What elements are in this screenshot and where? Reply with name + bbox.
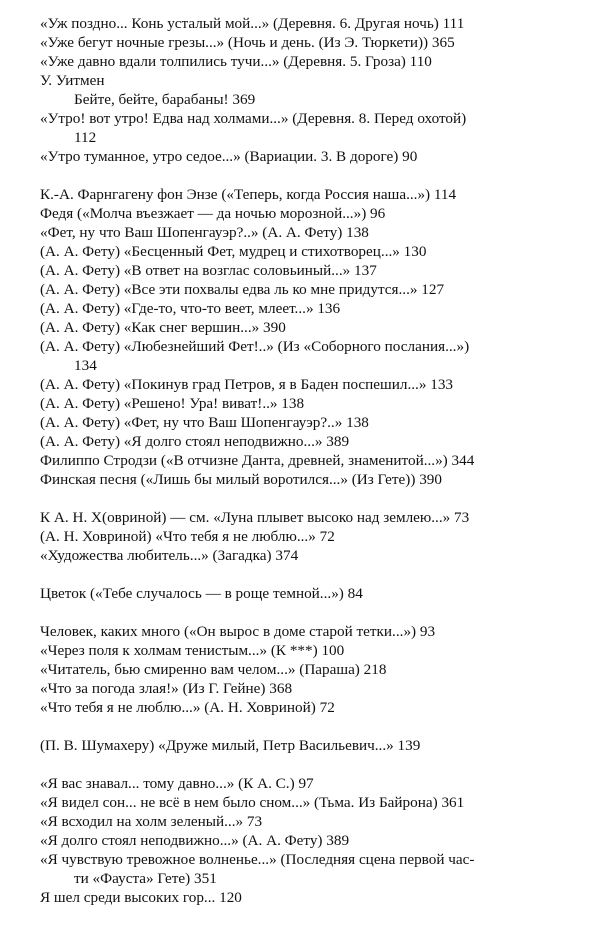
group-spacer [40,603,570,622]
index-entry: (А. А. Фету) «Решено! Ура! виват!..» 138 [40,395,305,412]
index-entry: Человек, каких много («Он вырос в доме старой тетки...») 93 [40,623,436,640]
index-entry: (А. А. Фету) «Где-то, что-то веет, млеет...» 136 [40,300,341,317]
group-spacer [40,489,570,508]
index-entry: Я шел среди высоких гор... 120 [40,889,242,906]
group-spacer [40,565,570,584]
index-entry: «Утро туманное, утро седое...» (Вариации. 3. В дороге) 90 [40,148,418,165]
group-spacer [40,717,570,736]
index-group [40,736,570,755]
index-entry-continuation: ти «Фауста» Гете) 351 [74,870,217,887]
index-entry: «Художества любитель...» (Загадка) 374 [40,547,299,564]
index-entry: «Я чувствую тревожное волненье...» (Последняя сцена первой час- [40,851,475,868]
index-group [40,508,570,565]
index-group [40,622,570,717]
index-entry: (А. А. Фету) «В ответ на возглас соловьиный...» 137 [40,262,377,279]
group-spacer [40,755,570,774]
index-entry: К А. Н. Х(овриной) — см. «Луна плывет высоко над землею...» 73 [40,509,470,526]
index-entry: Федя («Молча въезжает — да ночью морозной...») 96 [40,205,386,222]
group-spacer [40,166,570,185]
index-entry: Цветок («Тебе случалось — в роще темной...») 84 [40,585,363,602]
index-entry: «Читатель, бью смиренно вам челом...» (Параша) 218 [40,661,387,678]
index-entry: (А. Н. Ховриной) «Что тебя я не люблю...» 72 [40,528,335,545]
index-entry: «Я всходил на холм зеленый...» 73 [40,813,263,830]
index-entry: Финская песня («Лишь бы милый воротился...» (Из Гете)) 390 [40,471,442,488]
index-entry: «Я видел сон... не всё в нем было сном...» (Тьма. Из Байрона) 361 [40,794,465,811]
index-entry: «Что за погода злая!» (Из Г. Гейне) 368 [40,680,293,697]
index-entry: Филиппо Стродзи («В отчизне Данта, древней, знаменитой...») 344 [40,452,475,469]
index-entry: «Уже бегут ночные грезы...» (Ночь и день. (Из Э. Тюркети)) 365 [40,34,455,51]
index-entry: (П. В. Шумахеру) «Друже милый, Петр Васильевич...» 139 [40,737,421,754]
index-entry: «Утро! вот утро! Едва над холмами...» (Деревня. 8. Перед охотой) [40,110,467,127]
index-entry: «Я долго стоял неподвижно...» (А. А. Фету) 389 [40,832,350,849]
index-group [40,774,570,907]
index-group [40,14,570,166]
index-entry: (А. А. Фету) «Я долго стоял неподвижно...» 389 [40,433,350,450]
index-entry: «Фет, ну что Ваш Шопенгауэр?..» (А. А. Фету) 138 [40,224,369,241]
index-entry: «Через поля к холмам тенистым...» (К ***) 100 [40,642,345,659]
index-entry: «Уже давно вдали толпились тучи...» (Деревня. 5. Гроза) 110 [40,53,432,70]
index-group [40,185,570,489]
index-entry: «Я вас знавал... тому давно...» (К А. С.) 97 [40,775,314,792]
index-entry: (А. А. Фету) «Фет, ну что Ваш Шопенгауэр?..» 138 [40,414,369,431]
index-entry: (А. А. Фету) «Все эти похвалы едва ль ко мне придутся...» 127 [40,281,445,298]
index-entry-continuation: 134 [74,357,97,374]
index-entry: (А. А. Фету) «Как снег вершин...» 390 [40,319,286,336]
index-entry: (А. А. Фету) «Любезнейший Фет!..» (Из «Соборного послания...») [40,338,470,355]
index-entry-continuation: Бейте, бейте, барабаны! 369 [74,91,256,108]
index-entry: «Уж поздно... Конь усталый мой...» (Деревня. 6. Другая ночь) 111 [40,15,465,32]
index-group [40,584,570,603]
index-entry-continuation: 112 [74,129,97,146]
index-entry: (А. А. Фету) «Покинув град Петров, я в Баден поспешил...» 133 [40,376,454,393]
index-entry: (А. А. Фету) «Бесценный Фет, мудрец и стихотворец...» 130 [40,243,427,260]
index-entry: «Что тебя я не люблю...» (А. Н. Ховриной) 72 [40,699,335,716]
index-entry: У. Уитмен [40,72,105,89]
alphabetical-index [40,14,570,907]
index-entry: К.-А. Фарнгагену фон Энзе («Теперь, когда Россия наша...») 114 [40,186,457,203]
